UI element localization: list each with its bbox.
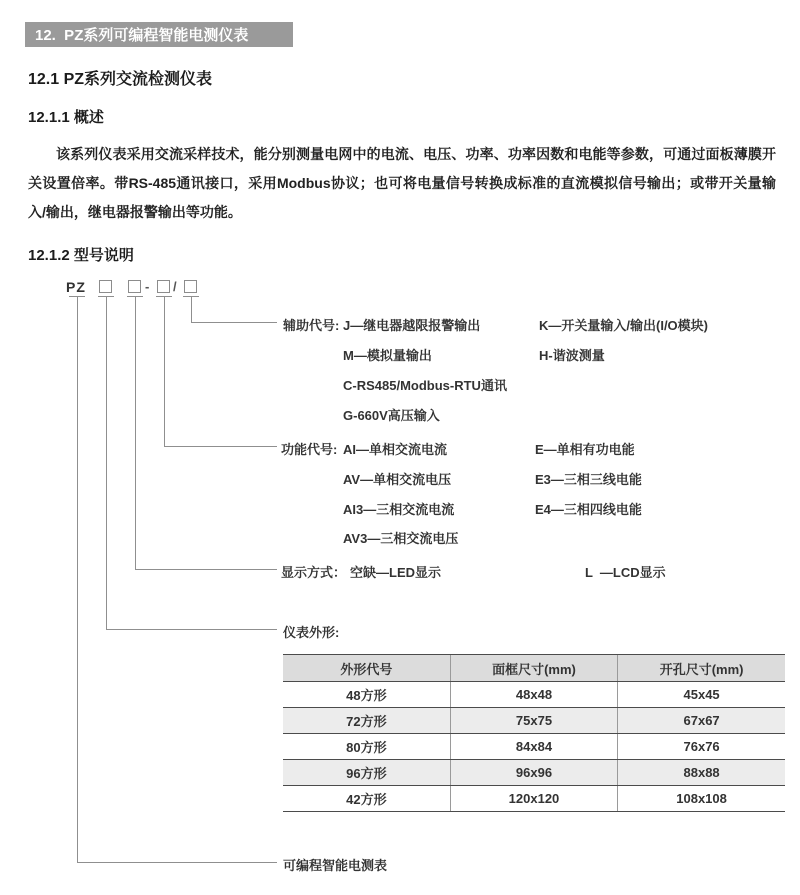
column-header: 外形代号	[283, 655, 450, 682]
aux-item: C-RS485/Modbus-RTU通讯	[343, 378, 507, 393]
shape-code-cell: 96方形	[283, 760, 450, 786]
leader-prefix	[77, 297, 78, 862]
leader-shape	[106, 297, 107, 629]
func-item: E3—三相三线电能	[535, 472, 642, 487]
frame-size-cell: 120x120	[450, 786, 617, 812]
table-row	[283, 786, 785, 812]
hole-size-cell: 76x76	[618, 734, 785, 760]
frame-size-cell: 75x75	[450, 708, 617, 734]
connector-display	[135, 569, 277, 570]
table-row	[283, 682, 785, 708]
leader-display	[135, 297, 136, 569]
frame-size-cell: 48x48	[450, 682, 617, 708]
table-row	[283, 708, 785, 734]
aux-item: G-660V高压输入	[343, 408, 440, 423]
connector-bottom	[77, 862, 277, 863]
overview-paragraph: 该系列仪表采用交流采样技术，能分别测量电网中的电流、电压、功率、功率因数和电能等参数，可通过面板薄膜开关设置倍率。带RS-485通讯接口，采用Modbus协议；也可将电量信号转换成标准的直流模拟信号输出；或带开关量输入/输出，继电器报警输出等功能。	[28, 146, 776, 220]
func-item: AI—单相交流电流	[343, 442, 448, 457]
frame-size-cell: 96x96	[450, 760, 617, 786]
shape-code-cell: 42方形	[283, 786, 450, 812]
column-header: 开孔尺寸(mm)	[618, 655, 785, 682]
frame-size-cell: 84x84	[450, 734, 617, 760]
model-box-display	[128, 280, 141, 293]
func-item: E—单相有功电能	[535, 442, 635, 457]
model-box-aux	[184, 280, 197, 293]
table-header-row	[283, 655, 785, 682]
table-row	[283, 760, 785, 786]
hole-size-cell: 108x108	[618, 786, 785, 812]
model-slash: /	[173, 279, 177, 294]
func-label: 功能代号:	[281, 442, 338, 457]
overview-heading: 12.1.1 概述	[28, 109, 104, 126]
connector-function	[164, 446, 277, 447]
series-label: 可编程智能电测表	[283, 858, 388, 873]
hole-size-cell: 45x45	[618, 682, 785, 708]
shape-dimensions-table	[283, 654, 785, 812]
display-option-lcd: L —LCD显示	[585, 565, 666, 580]
leader-aux	[191, 297, 192, 322]
shape-code-cell: 48方形	[283, 682, 450, 708]
hole-size-cell: 67x67	[618, 708, 785, 734]
shape-code-cell: 72方形	[283, 708, 450, 734]
aux-item: H-谐波测量	[539, 348, 605, 363]
model-box-function	[157, 280, 170, 293]
func-item: AV3—三相交流电压	[343, 531, 459, 546]
section-title: 12.1 PZ系列交流检测仪表	[28, 71, 213, 88]
model-dash: -	[145, 279, 150, 294]
display-label: 显示方式：	[281, 565, 347, 580]
connector-shape	[106, 629, 277, 630]
display-option-led: 空缺—LED显示	[350, 565, 442, 580]
aux-label: 辅助代号:	[283, 318, 340, 333]
chapter-banner	[25, 22, 293, 47]
aux-item: K—开关量输入/输出(I/O模块)	[539, 318, 708, 333]
model-heading: 12.1.2 型号说明	[28, 247, 134, 264]
column-header: 面框尺寸(mm)	[450, 655, 617, 682]
model-prefix: PZ	[66, 279, 86, 295]
hole-size-cell: 88x88	[618, 760, 785, 786]
chapter-title: 12. PZ系列可编程智能电测仪表	[35, 27, 249, 44]
aux-item: J—继电器越限报警输出	[343, 318, 481, 333]
connector-aux	[191, 322, 277, 323]
func-item: AI3—三相交流电流	[343, 502, 455, 517]
shape-label: 仪表外形:	[283, 625, 340, 640]
aux-item: M—模拟量输出	[343, 348, 432, 363]
func-item: E4—三相四线电能	[535, 502, 642, 517]
table-row	[283, 734, 785, 760]
leader-function	[164, 297, 165, 446]
func-item: AV—单相交流电压	[343, 472, 452, 487]
model-box-shape	[99, 280, 112, 293]
shape-code-cell: 80方形	[283, 734, 450, 760]
